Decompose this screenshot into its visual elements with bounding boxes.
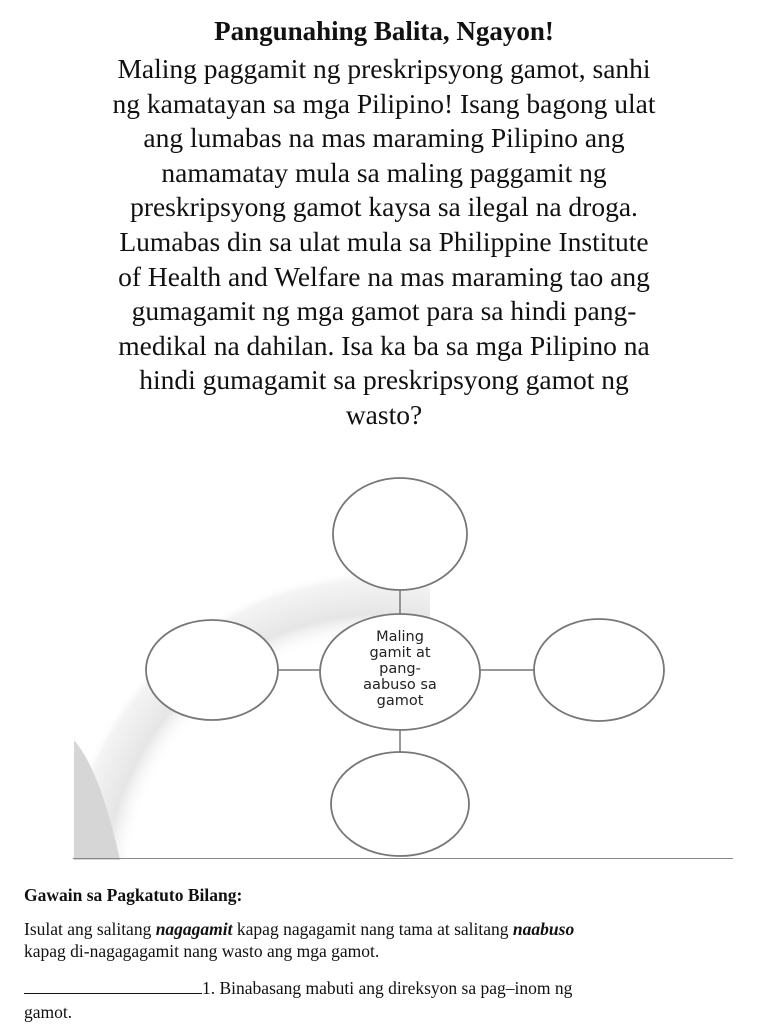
- instruction-text: Isulat ang salitang: [24, 919, 156, 939]
- center-label-line: pang-: [379, 661, 421, 677]
- news-story: [40, 52, 728, 433]
- story-line: wasto?: [345, 398, 423, 430]
- story-line: namamatay mula sa maling paggamit ng: [161, 156, 607, 188]
- section-divider: [73, 858, 733, 859]
- item-number: 1.: [202, 978, 216, 998]
- page-headline: Pangunahing Balita, Ngayon!: [214, 16, 554, 46]
- center-label-line: aabuso sa: [363, 677, 437, 693]
- activity-title: Gawain sa Pagkatuto Bilang:: [24, 885, 243, 905]
- story-line: hindi gumagamit sa preskripsyong gamot ng: [139, 364, 629, 396]
- story-line: preskripsyong gamot kaysa sa ilegal na droga.: [130, 191, 638, 223]
- story-line: medikal na dahilan. Isa ka ba sa mga Pilipino na: [118, 329, 650, 361]
- instruction-text: kapag di-nagagagamit nang wasto ang mga gamot.: [24, 941, 380, 961]
- activity-item: [24, 976, 744, 1024]
- story-line: ang lumabas na mas maraming Pilipino ang: [143, 122, 625, 154]
- answer-blank[interactable]: [24, 977, 202, 994]
- center-label-line: gamot: [376, 693, 424, 709]
- keyword-nagagamit: nagagamit: [155, 919, 233, 939]
- item-text: Binabasang mabuti ang direksyon sa pag–inom ng: [215, 978, 573, 998]
- instruction-text: kapag nagagamit nang tama at salitang: [232, 919, 513, 939]
- bottom-bubble: [331, 752, 469, 856]
- story-line: of Health and Welfare na mas maraming tao ang: [118, 260, 650, 292]
- center-label-line: Maling: [376, 629, 424, 645]
- story-line: gumagamit ng mga gamot para sa hindi pang-: [131, 295, 637, 327]
- item-text-continued: gamot.: [24, 1002, 73, 1022]
- story-line: Lumabas din sa ulat mula sa Philippine Institute: [119, 225, 649, 257]
- top-bubble: [333, 478, 467, 590]
- concept-map: [0, 470, 768, 870]
- right-bubble: [534, 619, 664, 721]
- center-label-line: gamit at: [369, 645, 431, 661]
- left-bubble: [146, 620, 278, 720]
- story-line: ng kamatayan sa mga Pilipino! Isang bagong ulat: [112, 87, 656, 119]
- keyword-naabuso: naabuso: [512, 919, 575, 939]
- story-line: Maling paggamit ng preskripsyong gamot, sanhi: [117, 53, 651, 84]
- activity-instructions: [24, 918, 744, 962]
